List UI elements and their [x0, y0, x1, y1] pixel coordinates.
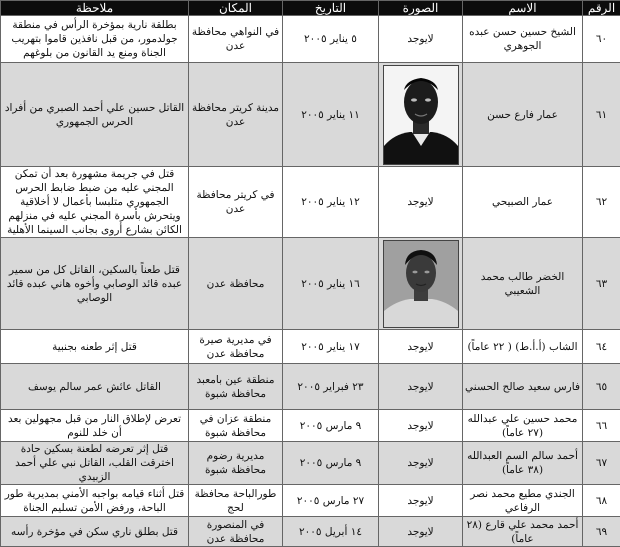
table-row: [1, 238, 620, 330]
row-photo-cell: [379, 63, 463, 167]
row-number: ٦١: [583, 63, 620, 167]
row-place: منطقة عين بامعبد محافظة شبوة: [189, 364, 283, 410]
header-row: [1, 1, 620, 16]
row-photo: لايوجد: [379, 364, 463, 410]
header-photo: الصورة: [379, 1, 463, 16]
victim-portrait-photo: [383, 240, 459, 328]
row-date: ٢٧ مارس ٢٠٠٥: [283, 485, 379, 517]
row-name: الجندي مطيع محمد نصر الرفاعي: [463, 485, 583, 517]
row-photo-cell: [379, 238, 463, 330]
table-row: [1, 330, 620, 364]
row-place: مديرية رضوم محافظة شبوة: [189, 442, 283, 485]
row-date: ٩ مارس ٢٠٠٥: [283, 442, 379, 485]
row-name: عمار فارع حسن: [463, 63, 583, 167]
row-name: محمد حسين علي عبدالله (٢٧ عاماً): [463, 410, 583, 442]
row-number: ٦٩: [583, 517, 620, 547]
table-row: [1, 16, 620, 63]
row-photo: لايوجد: [379, 167, 463, 238]
row-notes: قتل إثر طعنه بجنبية: [1, 330, 189, 364]
row-place: في المنصورة محافظة عدن: [189, 517, 283, 547]
row-name: الشاب (أ.أ.ط) ( ٢٢ عاماً): [463, 330, 583, 364]
row-photo: لايوجد: [379, 330, 463, 364]
row-place: في النواهي محافظة عدن: [189, 16, 283, 63]
row-notes: قتل إثر تعرضه لطعنة بسكين حادة اخترقت القلب، القاتل نبي علي أحمد الزبيدي: [1, 442, 189, 485]
table-row: [1, 364, 620, 410]
table-row: [1, 442, 620, 485]
row-number: ٦٥: [583, 364, 620, 410]
row-name: أحمد سالم السم العبدالله (٣٨ عاماً): [463, 442, 583, 485]
row-number: ٦٧: [583, 442, 620, 485]
row-notes: القاتل حسين علي أحمد الصبري من أفراد الحرس الجمهوري: [1, 63, 189, 167]
header-date: التاريخ: [283, 1, 379, 16]
row-place: منطقة عزان في محافظة شبوة: [189, 410, 283, 442]
header-name: الاسم: [463, 1, 583, 16]
row-name: عمار الصبيحي: [463, 167, 583, 238]
header-notes: ملاحظة: [1, 1, 189, 16]
header-place: المكان: [189, 1, 283, 16]
row-date: ١٧ يناير ٢٠٠٥: [283, 330, 379, 364]
table-row: [1, 410, 620, 442]
row-date: ١١ يناير ٢٠٠٥: [283, 63, 379, 167]
row-notes: القاتل عائش عمر سالم يوسف: [1, 364, 189, 410]
row-notes: بطلقة نارية بمؤخرة الرأس في منطقة جولدمور، من قبل نافذين قاموا بتهريب الجناة ومنع يد القانون من بلوغهم: [1, 16, 189, 63]
row-photo: لايوجد: [379, 410, 463, 442]
table-row: [1, 63, 620, 167]
row-photo: لايوجد: [379, 485, 463, 517]
row-notes: قتل في جريمة مشهورة بعد أن تمكن المجني عليه من ضبط ضابط الحرس الجمهوري متلبسا بأعمال لا أخلاقية ويتحرش بأسرة المجني عليه في منزلهم الكائن بشارع أروى بجانب السينما الأهلية: [1, 167, 189, 238]
row-place: محافظة عدن: [189, 238, 283, 330]
row-place: في مديرية صيرة محافظة عدن: [189, 330, 283, 364]
table-row: [1, 167, 620, 238]
row-notes: قتل أثناء قيامه بواجبه الأمني بمديرية طور الباحة، ورفض الأمن تسليم الجناة: [1, 485, 189, 517]
row-number: ٦٠: [583, 16, 620, 63]
row-date: ٥ يناير ٢٠٠٥: [283, 16, 379, 63]
row-photo: لايوجد: [379, 517, 463, 547]
row-date: ٢٣ فبراير ٢٠٠٥: [283, 364, 379, 410]
row-place: مدينة كريتر محافظة عدن: [189, 63, 283, 167]
row-number: ٦٣: [583, 238, 620, 330]
row-name: فارس سعيد صالح الحسني: [463, 364, 583, 410]
row-date: ١٢ يناير ٢٠٠٥: [283, 167, 379, 238]
row-number: ٦٨: [583, 485, 620, 517]
header-number: الرقم: [583, 1, 620, 16]
row-notes: قتل بطلق ناري سكن في مؤخرة رأسه: [1, 517, 189, 547]
row-place: في كريتر محافظة عدن: [189, 167, 283, 238]
row-name: أحمد محمد علي قارع (٢٨ عاماً): [463, 517, 583, 547]
row-date: ٩ مارس ٢٠٠٥: [283, 410, 379, 442]
row-name: الشيخ حسين حسن عبده الجوهري: [463, 16, 583, 63]
row-photo: لايوجد: [379, 442, 463, 485]
row-notes: قتل طعناً بالسكين، القاتل كل من سمير عبده قائد الوصابي وأخوه هاني عبده قائد الوصابي: [1, 238, 189, 330]
table-row: [1, 517, 620, 547]
row-name: الخضر طالب محمد الشعيبي: [463, 238, 583, 330]
row-date: ١٤ أبريل ٢٠٠٥: [283, 517, 379, 547]
row-photo: لايوجد: [379, 16, 463, 63]
row-notes: تعرض لإطلاق النار من قبل مجهولين بعد أن خلد للنوم: [1, 410, 189, 442]
table-row: [1, 485, 620, 517]
victim-portrait-photo: [383, 65, 459, 165]
row-number: ٦٤: [583, 330, 620, 364]
row-date: ١٦ يناير ٢٠٠٥: [283, 238, 379, 330]
row-place: طورالباحة محافظة لحج: [189, 485, 283, 517]
row-number: ٦٢: [583, 167, 620, 238]
row-number: ٦٦: [583, 410, 620, 442]
